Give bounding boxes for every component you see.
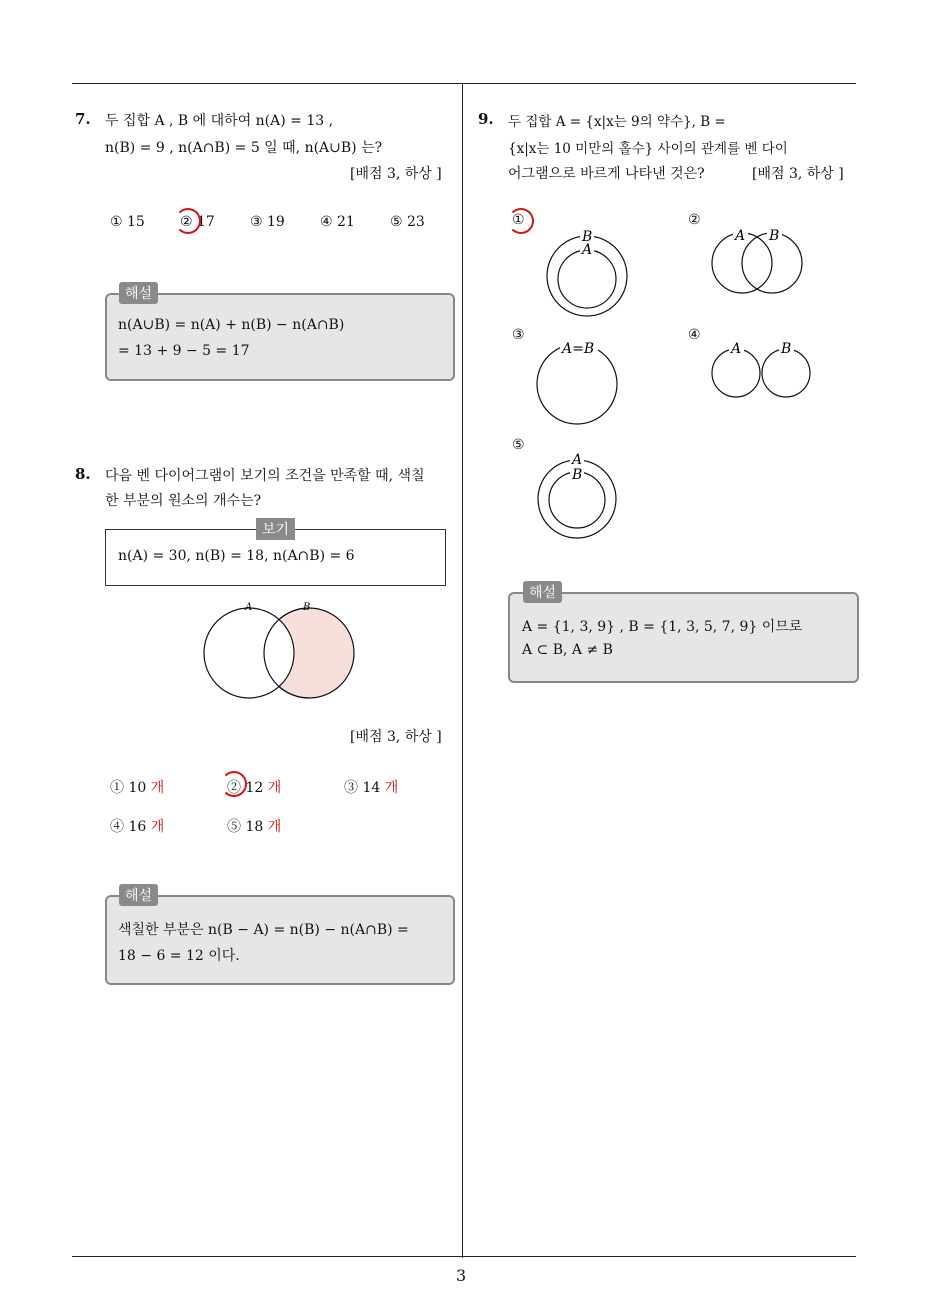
q9-points: [배점 3, 하상 ] [752, 166, 844, 182]
q8-solution-line2: 18 − 6 = 12 이다. [118, 948, 240, 964]
q8-venn-diagram [195, 598, 365, 703]
q7-choice-1[interactable]: ① 15 [110, 214, 145, 230]
q9-o4-label-a: A [731, 341, 742, 357]
q9-option-1-diagram [540, 226, 635, 318]
q9-answer-mark [508, 208, 534, 234]
q8-label-a: A [245, 602, 253, 613]
column-divider [462, 84, 463, 1258]
q8-choice-1-mark: ① [110, 780, 124, 796]
bottom-rule [72, 1256, 856, 1257]
q9-option-4-mark[interactable]: ④ [688, 327, 701, 343]
q8-choice-4[interactable] [110, 816, 164, 836]
q8-choice-3[interactable] [344, 777, 398, 797]
q8-choice-5-unit: 개 [267, 819, 282, 835]
q7-number: 7. [75, 110, 91, 128]
q8-choice-1-unit: 개 [150, 780, 165, 796]
q9-text-line3: 어그램으로 바르게 나타낸 것은? [508, 166, 705, 182]
q9-text-line1: 두 집합 A = {x|x는 9의 약수}, B = [508, 114, 726, 130]
q8-choice-3-mark: ③ [344, 780, 358, 796]
q7-choice-2[interactable]: ② 17 [180, 214, 215, 230]
q8-choice-3-value: 14 [362, 780, 381, 796]
q9-option-3-mark[interactable]: ③ [512, 327, 525, 343]
q8-points: [배점 3, 하상 ] [350, 729, 442, 745]
q7-choice-4[interactable]: ④ 21 [320, 214, 355, 230]
q9-o1-label-outer: B [582, 229, 593, 245]
q8-solution-line1: 색칠한 부분은 n(B − A) = n(B) − n(A∩B) = [118, 922, 409, 938]
q8-answer-mark [221, 771, 247, 797]
q8-choice-2-unit: 개 [267, 780, 282, 796]
q9-option-4-diagram [705, 338, 815, 403]
q8-choice-2-mark: ② [227, 780, 241, 796]
q8-choice-5[interactable] [227, 816, 281, 836]
q8-choice-4-value: 16 [128, 819, 147, 835]
q9-option-2-diagram [705, 226, 810, 298]
q9-o2-label-a: A [735, 228, 746, 244]
q7-text-line1: 두 집합 A , B 에 대하여 n(A) = 13 , [105, 113, 334, 129]
top-rule [72, 83, 856, 84]
q7-text-line2: n(B) = 9 , n(A∩B) = 5 일 때, n(A∪B) 는? [105, 140, 383, 156]
q9-option-3-diagram [530, 338, 625, 428]
q7-solution-line1: n(A∪B) = n(A) + n(B) − n(A∩B) [118, 317, 345, 333]
q7-solution-line2: = 13 + 9 − 5 = 17 [118, 343, 250, 359]
q9-o2-label-b: B [769, 228, 780, 244]
q8-choice-3-unit: 개 [384, 780, 399, 796]
q8-number: 8. [75, 465, 91, 483]
q9-solution-box [508, 592, 859, 683]
q9-solution-tag: 해설 [523, 581, 562, 603]
q7-solution-tag: 해설 [119, 282, 158, 304]
q9-o5-label-outer: A [572, 452, 583, 468]
q8-choice-5-mark: ⑤ [227, 819, 241, 835]
q8-choice-2-value: 12 [245, 780, 264, 796]
q9-o1-label-inner: A [582, 242, 593, 258]
q9-option-1-mark[interactable]: ① [512, 212, 525, 228]
q8-bogi-text: n(A) = 30, n(B) = 18, n(A∩B) = 6 [118, 548, 355, 564]
q9-o5-label-inner: B [572, 467, 583, 483]
q8-solution-tag: 해설 [119, 884, 158, 906]
q8-solution-box [105, 895, 455, 985]
q9-option-5-mark[interactable]: ⑤ [512, 437, 525, 453]
q8-bogi-tag: 보기 [256, 518, 295, 540]
q9-o4-label-b: B [781, 341, 792, 357]
q8-choice-4-mark: ④ [110, 819, 124, 835]
q8-text-line2: 한 부분의 원소의 개수는? [105, 493, 262, 509]
q7-points: [배점 3, 하상 ] [350, 166, 442, 182]
q8-choice-5-value: 18 [245, 819, 264, 835]
q8-choice-4-unit: 개 [150, 819, 165, 835]
q9-option-2-mark[interactable]: ② [688, 212, 701, 228]
q9-option-5-diagram [530, 450, 625, 540]
q8-label-b: B [303, 602, 311, 613]
q7-choice-3[interactable]: ③ 19 [250, 214, 285, 230]
q9-number: 9. [478, 110, 494, 128]
q9-solution-line1: A = {1, 3, 9} , B = {1, 3, 5, 7, 9} 이므로 [522, 619, 803, 635]
page-number: 3 [456, 1266, 467, 1285]
q7-choice-5[interactable]: ⑤ 23 [390, 214, 425, 230]
q8-choice-1[interactable] [110, 777, 164, 797]
q9-solution-line2: A ⊂ B, A ≠ B [522, 642, 613, 658]
q8-text-line1: 다음 벤 다이어그램이 보기의 조건을 만족할 때, 색칠 [105, 468, 425, 484]
q9-text-line2: {x|x는 10 미만의 홀수} 사이의 관계를 벤 다이 [508, 141, 788, 157]
q7-solution-box [105, 293, 455, 381]
q7-answer-mark [175, 208, 201, 234]
q8-choice-1-value: 10 [128, 780, 147, 796]
q9-o3-label: A=B [562, 341, 595, 357]
